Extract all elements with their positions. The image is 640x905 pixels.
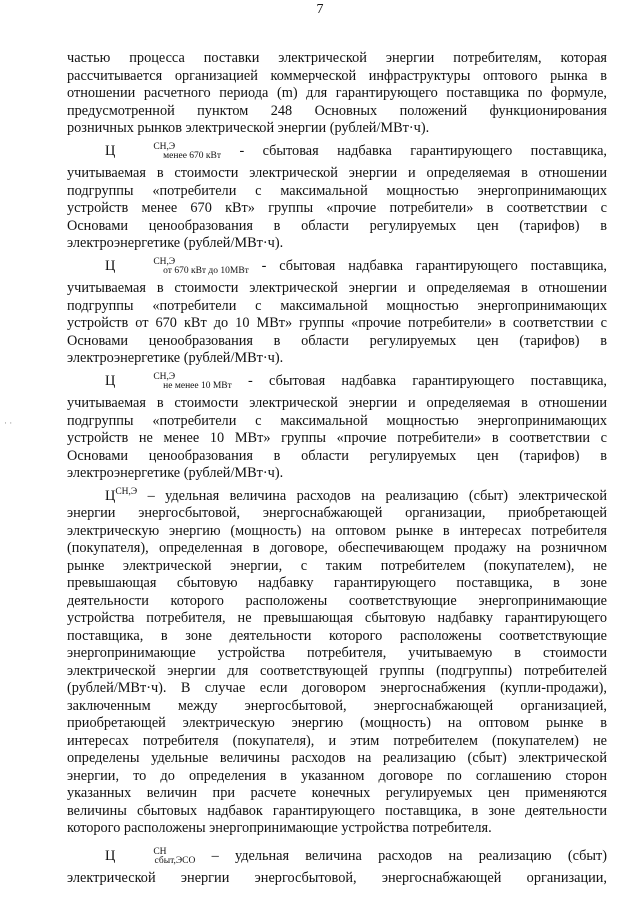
definition-less-670kw (67, 139, 607, 253)
definition-first-line: Ц $^{СН}_{сбыт,ЭСО}$ – удельная величина расходов на реализацию (сбыт) (105, 846, 607, 866)
text-line: розничных рынков электрической энергии (рублей/МВт·ч). (67, 120, 430, 136)
text-line: электрическую энергию (мощность) на оптовом рынке в интересах потребителя (67, 522, 607, 539)
text-line: деятельности которого расположены соответствующие энергопринимающие (67, 592, 607, 609)
continuation-paragraph (67, 50, 607, 138)
text-line: подгруппы «потребители с максимальной мощностью энергопринимающих (67, 182, 607, 199)
text-line: рассчитывается организацией коммерческой инфраструктуры оптового рынка в (67, 67, 607, 84)
text-line: частью процесса поставки электрической энергии потребителям, которая (67, 50, 607, 66)
definition-first-line: Ц $^{СН,Э}_{не менее 10 МВт}$ - сбытовая надбавка гарантирующего поставщика, (105, 371, 608, 391)
formula-symbol: Ц $^{СН}_{сбыт,ЭСО}$ (105, 846, 196, 866)
text-line: указанных величин при расчете конечных регулируемых цен применяются (67, 785, 607, 801)
text-line: поставщика, в зоне деятельности которого расположены соответствующие (67, 627, 607, 644)
text-line: (покупателя), определенная в договоре, обеспечивающем продажу на розничном (67, 540, 607, 556)
text-line: устройств от 670 кВт до 10 МВт» группы «прочие потребители» в соответствии с (67, 315, 607, 331)
text-line: которого расположены энергопринимающие устройства потребителя. (67, 820, 492, 836)
page-number: 7 (316, 2, 324, 17)
formula-symbol: $Ц^{СН,Э}$ (105, 486, 138, 504)
text-line: электрической энергии энергосбытовой, энергоснабжающей организации, (67, 870, 607, 886)
text-line: предусмотренной пунктом 248 Основных положений функционирования (67, 102, 607, 119)
text-line: приобретающей электрическую энергию (мощность) на оптовом рынке в (67, 715, 607, 731)
text-line: подгруппы «потребители с максимальной мощностью энергопринимающих (67, 297, 607, 314)
text-line: электроэнергетике (рублей/МВт·ч). (67, 350, 284, 366)
text-line: (рублей/МВт·ч). В случае если договором энергоснабжения (купли-продажи), (67, 680, 607, 696)
text-line: электроэнергетике (рублей/МВт·ч). (67, 465, 284, 481)
text-line: интересах потребителя (покупателя), и этим потребителем (покупателем) не (67, 732, 607, 749)
text-line: превышающая сбытовую надбавку гарантирующего поставщика, в зоне (67, 575, 607, 591)
text-line: устройств не менее 10 МВт» группы «прочие потребители» в соответствии с (67, 430, 607, 446)
text-line: энергии, то до определения в указанном договоре по соглашению сторон (67, 767, 607, 784)
text-line: устройства потребителя, не превышающая сбытовую надбавку гарантирующего (67, 610, 607, 626)
text-line: устройств менее 670 кВт» группы «прочие потребители» в соответствии с (67, 200, 607, 216)
text-line: подгруппы «потребители с максимальной мощностью энергопринимающих (67, 412, 607, 429)
text-line: электрической энергии для соответствующей группы (подгруппы) потребителей (67, 662, 607, 679)
text-line: учитываемая в стоимости электрической энергии и определяемая в отношении (67, 280, 607, 296)
definition-first-line: Ц $^{СН,Э}_{менее 670 кВт}$ - сбытовая надбавка гарантирующего поставщика, (105, 141, 607, 161)
text-line: энергии энергосбытовой, энергоснабжающей организации, приобретающей (67, 505, 607, 521)
margin-mark: · · (4, 418, 13, 428)
text-line: учитываемая в стоимости электрической энергии и определяемая в отношении (67, 165, 607, 181)
document-body (67, 50, 607, 888)
text-line: определены удельные величины расходов на реализацию (сбыт) электрической (67, 750, 607, 766)
text-line: Основами ценообразования в области регулируемых цен (тарифов) в (67, 217, 607, 234)
text-line: заключенным между энергосбытовой, энергоснабжающей организацией, (67, 697, 607, 714)
definition-670kw-10mw (67, 254, 607, 368)
formula-symbol: Ц $^{СН,Э}_{от 670 кВт до 10МВт}$ (105, 256, 249, 276)
text-line: энергопринимающие устройства потребителя, учитываемую в стоимости (67, 645, 607, 661)
text-line: рынке электрической энергии, с таким потребителем (покупателем), не (67, 557, 607, 574)
text-line: величины сбытовых надбавок гарантирующего поставщика, в зоне деятельности (67, 802, 607, 819)
definition-first-line: $Ц^{СН,Э}$ – удельная величина расходов на реализацию (сбыт) электрической (105, 486, 607, 504)
text-line: учитываемая в стоимости электрической энергии и определяемая в отношении (67, 395, 607, 411)
definition-not-less-10mw (67, 369, 607, 483)
definition-sales-costs (67, 484, 607, 838)
formula-symbol: Ц $^{СН,Э}_{менее 670 кВт}$ (105, 141, 222, 161)
definition-sales-eso (67, 844, 607, 888)
text-line: электроэнергетике (рублей/МВт·ч). (67, 235, 284, 251)
text-line: Основами ценообразования в области регулируемых цен (тарифов) в (67, 332, 607, 349)
formula-symbol: Ц $^{СН,Э}_{не менее 10 МВт}$ (105, 371, 232, 391)
text-line: Основами ценообразования в области регулируемых цен (тарифов) в (67, 447, 607, 464)
definition-first-line: Ц $^{СН,Э}_{от 670 кВт до 10МВт}$ - сбытовая надбавка гарантирующего поставщика, (105, 256, 607, 276)
text-line: отношении расчетного периода (m) для гарантирующего поставщика по формуле, (67, 85, 607, 101)
